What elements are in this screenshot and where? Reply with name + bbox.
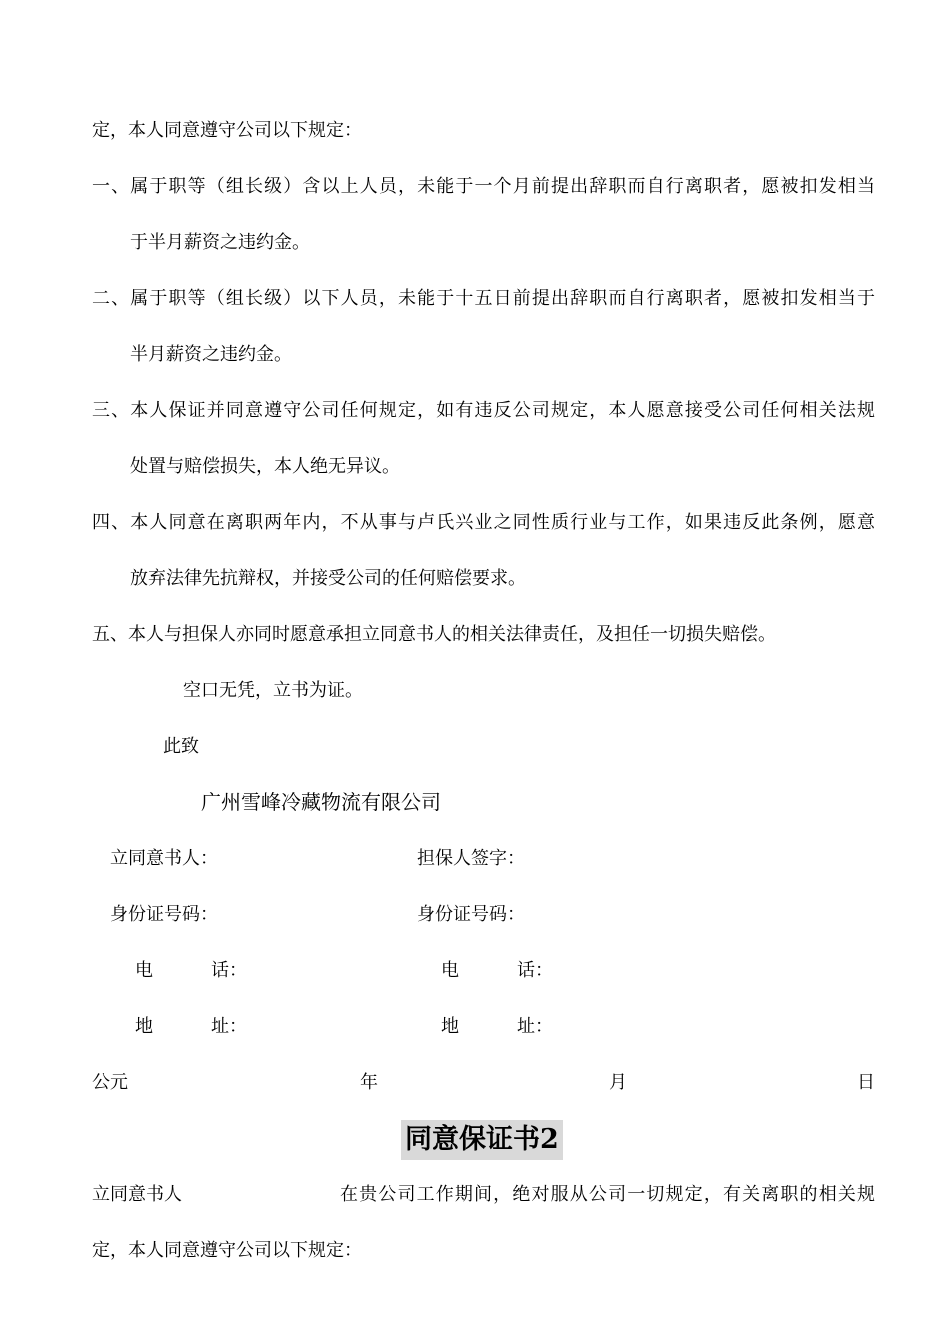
clause-4-line-2: 放弃法律先抗辩权，并接受公司的任何赔偿要求。 [130, 568, 526, 589]
clause-5-line-1: 五、本人与担保人亦同时愿意承担立同意书人的相关法律责任，及担任一切损失赔偿。 [92, 624, 776, 645]
clause-3-line-1: 三、本人保证并同意遵守公司任何规定，如有违反公司规定，本人愿意接受公司任何相关法规 [92, 400, 875, 421]
clause-4-line-1: 四、本人同意在离职两年内，不从事与卢氏兴业之同性质行业与工作，如果违反此条例，愿意 [92, 512, 875, 533]
signer-id-label: 身份证号码： [110, 904, 218, 925]
clause-2-line-2: 半月薪资之违约金。 [130, 344, 292, 365]
title-text: 同意保证书 [405, 1124, 540, 1155]
paragraph-intro-continuation: 定，本人同意遵守公司以下规定： [92, 120, 362, 141]
date-day: 日 [857, 1072, 875, 1093]
doc2-intro-line-1: 在贵公司工作期间，绝对服从公司一切规定，有关离职的相关规 [340, 1184, 875, 1205]
clause-1-line-1: 一、属于职等（组长级）含以上人员，未能于一个月前提出辞职而自行离职者，愿被扣发相当 [92, 176, 875, 197]
doc2-intro-line-2: 定，本人同意遵守公司以下规定： [92, 1240, 362, 1261]
guarantor-id-label: 身份证号码： [417, 904, 525, 925]
guarantor-label: 担保人签字： [417, 848, 525, 869]
title-number: 2 [540, 1124, 559, 1155]
oath-line: 空口无凭，立书为证。 [183, 680, 363, 701]
signer-address-label-b: 址： [211, 1016, 247, 1037]
clause-1-line-2: 于半月薪资之违约金。 [130, 232, 310, 253]
date-year: 年 [360, 1072, 378, 1093]
document-title-2 [401, 1120, 563, 1160]
signer-phone-label-a: 电 [135, 960, 153, 981]
signer-label: 立同意书人： [110, 848, 218, 869]
signer-address-label-a: 地 [135, 1016, 153, 1037]
guarantor-phone-label-a: 电 [441, 960, 459, 981]
guarantor-address-label-b: 址： [517, 1016, 553, 1037]
date-month: 月 [609, 1072, 627, 1093]
guarantor-phone-label-b: 话： [517, 960, 553, 981]
clause-3-line-2: 处置与赔偿损失，本人绝无异议。 [130, 456, 400, 477]
guarantor-address-label-a: 地 [441, 1016, 459, 1037]
date-era: 公元 [92, 1072, 128, 1093]
signer-phone-label-b: 话： [211, 960, 247, 981]
clause-2-line-1: 二、属于职等（组长级）以下人员，未能于十五日前提出辞职而自行离职者，愿被扣发相当于 [92, 288, 875, 309]
company-name: 广州雪峰冷藏物流有限公司 [201, 790, 441, 814]
salutation: 此致 [163, 736, 199, 757]
doc2-signer-label: 立同意书人 [92, 1184, 182, 1205]
